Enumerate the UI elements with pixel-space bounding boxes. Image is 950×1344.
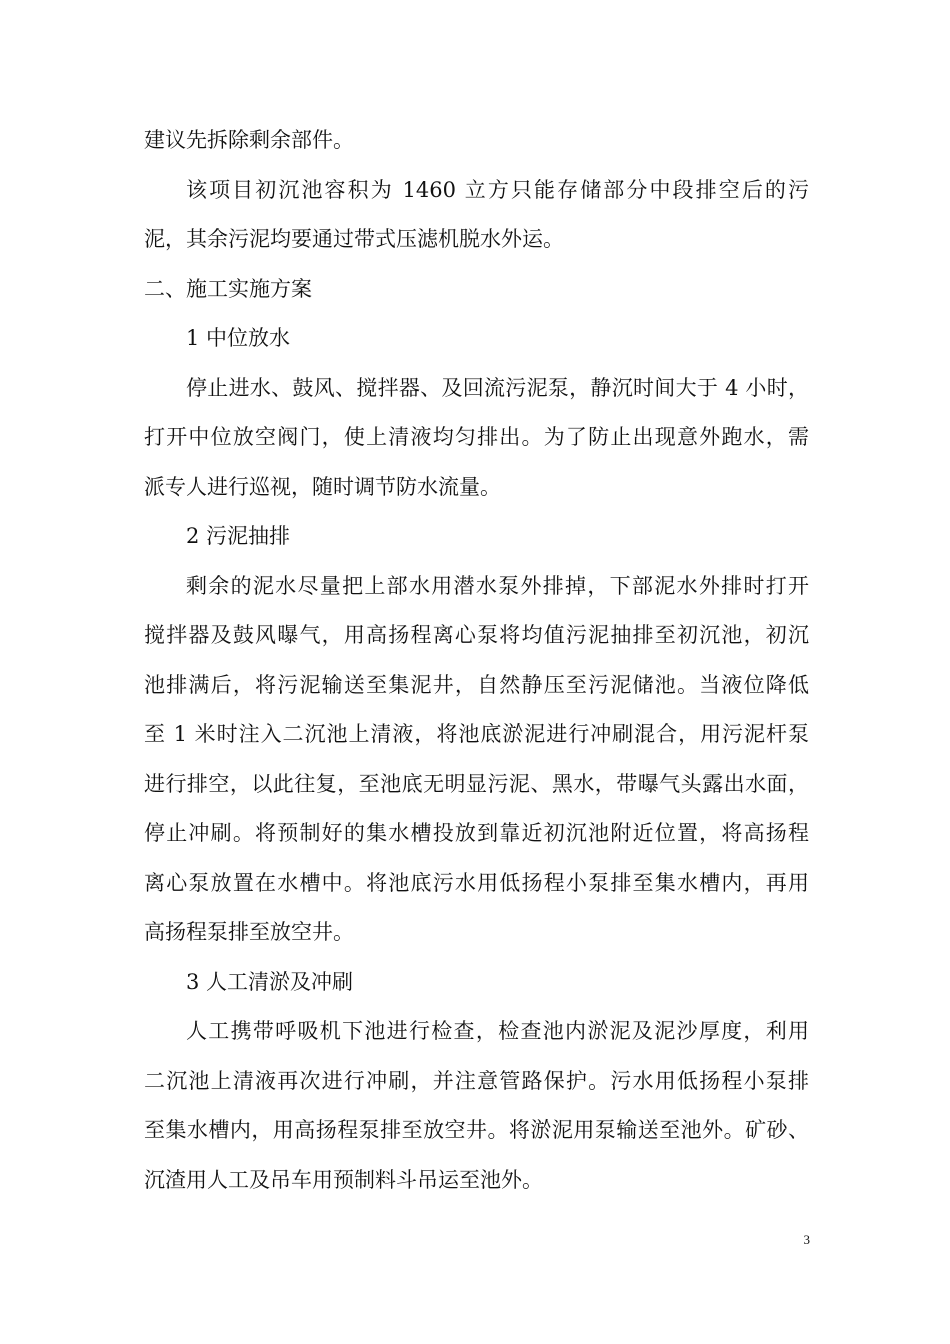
paragraph-line: 该项目初沉池容积为 1460 立方只能存储部分中段排空后的污: [186, 177, 809, 202]
section-heading: 二、施工实施方案: [144, 276, 312, 301]
paragraph-line: 进行排空，以此往复，至池底无明显污泥、黑水，带曝气头露出水面，: [144, 771, 809, 796]
paragraph-line: 池排满后，将污泥输送至集泥井，自然静压至污泥储池。当液位降低: [144, 672, 809, 697]
paragraph-line: 至集水槽内，用高扬程泵排至放空井。将淤泥用泵输送至池外。矿砂、: [144, 1118, 809, 1142]
text-line: 高扬程泵排至放空井。: [144, 920, 354, 944]
paragraph-line: 剩余的泥水尽量把上部水用潜水泵外排掉，下部泥水外排时打开: [186, 573, 809, 598]
subsection-heading: 2 污泥抽排: [186, 524, 291, 548]
paragraph-line: 停止冲刷。将预制好的集水槽投放到靠近初沉池附近位置，将高扬程: [144, 821, 809, 845]
document-body: [144, 116, 809, 1205]
paragraph-line: 搅拌器及鼓风曝气，用高扬程离心泵将均值污泥抽排至初沉池，初沉: [144, 623, 809, 647]
paragraph-line: 停止进水、鼓风、搅拌器、及回流污泥泵，静沉时间大于 4 小时，: [186, 375, 809, 400]
paragraph-line: 打开中位放空阀门，使上清液均匀排出。为了防止出现意外跑水，需: [144, 425, 809, 449]
text-line: 泥，其余污泥均要通过带式压滤机脱水外运。: [144, 227, 564, 251]
paragraph-line: 人工携带呼吸机下池进行检查，检查池内淤泥及泥沙厚度，利用: [186, 1019, 809, 1043]
subsection-heading: 1 中位放水: [186, 326, 291, 350]
paragraph-line: 二沉池上清液再次进行冲刷，并注意管路保护。污水用低扬程小泵排: [144, 1068, 809, 1093]
text-line: 派专人进行巡视，随时调节防水流量。: [144, 474, 501, 499]
paragraph-line: 离心泵放置在水槽中。将池底污水用低扬程小泵排至集水槽内，再用: [144, 870, 809, 895]
text-line: 沉渣用人工及吊车用预制料斗吊运至池外。: [144, 1167, 543, 1192]
page-number: 3: [803, 1232, 810, 1247]
text-line: 建议先拆除剩余部件。: [144, 128, 354, 152]
paragraph-line: 至 1 米时注入二沉池上清液，将池底淤泥进行冲刷混合，用污泥杆泵: [144, 722, 809, 746]
subsection-heading: 3 人工清淤及冲刷: [186, 969, 354, 994]
